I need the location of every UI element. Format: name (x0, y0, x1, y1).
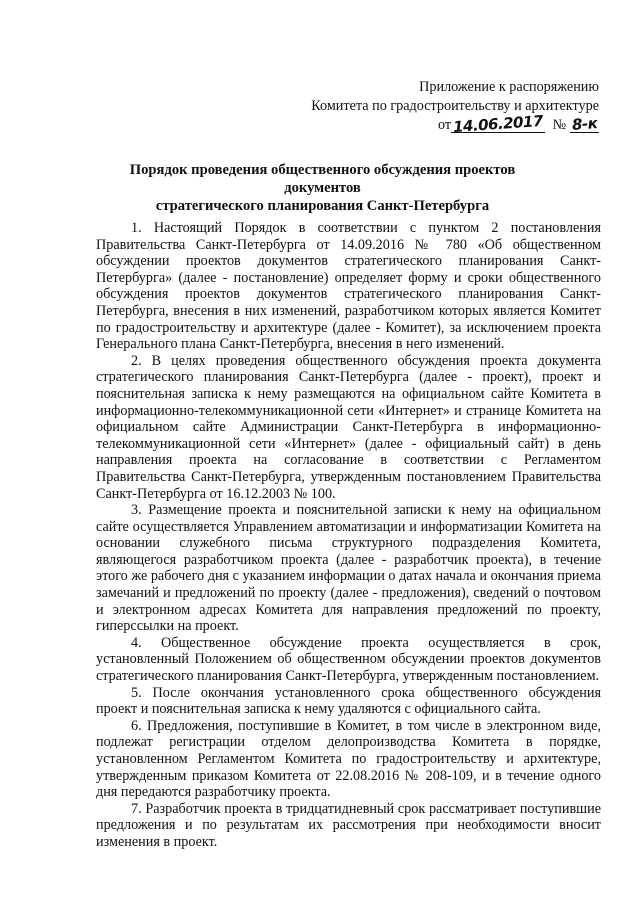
paragraph-1: 1. Настоящий Порядок в соответствии с пунктом 2 постановления Правительства Санкт-Петербурга от 14.09.2016 № 780 «Об общественном обсуждении проектов документов стратегического планирования Санкт-Петербурга» (далее - постановление) определяет форму и сроки общественного обсуждения проектов документов стратегического планирования Санкт-Петербурга, внесения в них изменений, разработчиком которых является Комитет по градостроительству и архитектуре (далее - Комитет), за исключением проекта Генерального плана Санкт-Петербурга, внесения в него изменений. (96, 220, 601, 353)
appendix-date-number (299, 111, 599, 137)
paragraph-7: 7. Разработчик проекта в тридцатидневный срок рассматривает поступившие предложения и по результатам их рассмотрения при необходимости вносит изменения в проект. (96, 800, 601, 850)
paragraph-3: 3. Размещение проекта и пояснительной записки к нему на официальном сайте осуществляется Управлением автоматизации и информатизации Комитета на основании служебного письма структурного подразделения Комитета, являющегося разработчиком проекта (далее - разработчик проекта), в течение этого же рабочего дня с указанием информации о датах начала и окончания приема замечаний и предложений по проекту (далее - предложения), сведений о почтовом и электронном адресах Комитета для направления предложений по проекту, гиперссылки на проект. (96, 502, 601, 635)
title-line-1: Порядок проведения общественного обсуждения проектов документов (129, 162, 516, 196)
paragraph-6: 6. Предложения, поступившие в Комитет, в том числе в электронном виде, подлежат регистрации отделом делопроизводства Комитета в порядке, установленном Регламентом Комитета по градостроительству и архитектуре, утвержденным приказом Комитета от 22.08.2016 № 208-109, и в течение одного дня передаются разработчику проекта. (96, 717, 601, 801)
appendix-line-1: Приложение к распоряжению (419, 79, 599, 95)
handwritten-date: 14.06.2017 (452, 111, 544, 137)
appendix-line-2: Комитета по градостроительству и архитектуре (311, 98, 599, 114)
from-prefix: от (438, 117, 452, 133)
document-title (95, 161, 550, 215)
paragraph-5: 5. После окончания установленного срока общественного обсуждения проект и пояснительная записка к нему удаляются с официального сайта. (96, 684, 601, 718)
paragraph-2: 2. В целях проведения общественного обсуждения проекта документа стратегического планирования Санкт-Петербурга (далее - проект), проект и пояснительная записка к нему размещаются на официальном сайте Комитета в информационно-телекоммуникационной сети «Интернет» и странице Комитета на официальном сайте Администрации Санкт-Петербурга в информационно-телекоммуникационной сети «Интернет» (далее - официальный сайт) в день направления проекта на согласование в соответствии с Регламентом Правительства Санкт-Петербурга, утвержденным постановлением Правительства Санкт-Петербурга от 16.12.2003 № 100. (96, 352, 601, 502)
appendix-header (299, 78, 599, 135)
number-prefix: № (552, 117, 567, 133)
handwritten-number: 8-к (571, 114, 598, 134)
document-body (96, 220, 601, 851)
paragraph-4: 4. Общественное обсуждение проекта осуществляется в срок, установленный Положением об общественном обсуждении проектов документов стратегического планирования Санкт-Петербурга, утвержденным постановлением. (96, 634, 601, 685)
title-line-2: стратегического планирования Санкт-Петербурга (155, 198, 490, 214)
